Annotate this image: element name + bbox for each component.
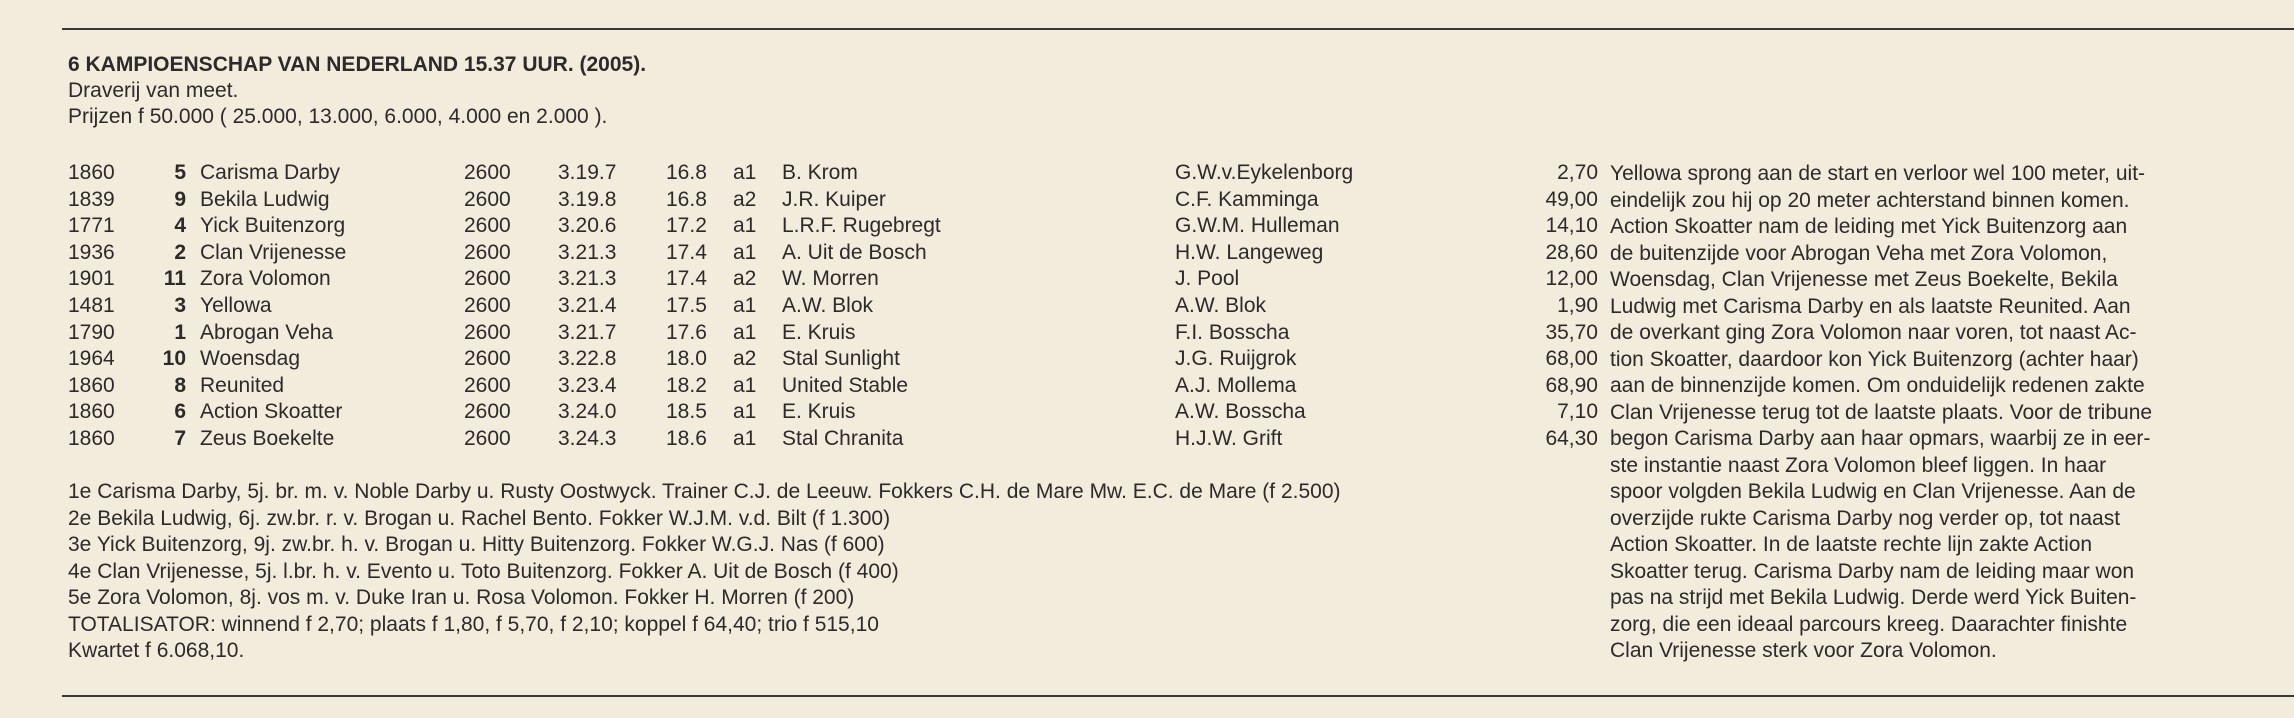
result-class: a1 — [733, 320, 757, 344]
detail-line: TOTALISATOR: winnend f 2,70; plaats f 1,80, f 5,70, f 2,10; koppel f 64,40; trio f 515,10 — [68, 612, 879, 636]
result-distance: 2600 — [464, 320, 511, 344]
result-distance: 2600 — [464, 426, 511, 450]
result-start-number: 4 — [174, 214, 186, 238]
report-line: Action Skoatter. In de laatste rechte lijn zakte Action — [1610, 533, 2093, 556]
report-line: eindelijk zou hij op 20 meter achterstand binnen komen. — [1610, 188, 2130, 212]
result-time: 3.21.3 — [558, 240, 617, 264]
report-line: Yellowa sprong aan de start en verloor wel 100 meter, uit- — [1610, 162, 2146, 185]
report-line: Clan Vrijenesse sterk voor Zora Volomon. — [1610, 639, 1997, 662]
result-row — [68, 320, 1598, 348]
result-horse-name: Zora Volomon — [200, 267, 331, 291]
results-table — [68, 161, 1598, 454]
result-handicap: 1860 — [68, 426, 115, 450]
result-class: a2 — [733, 187, 757, 211]
result-time: 3.22.8 — [558, 347, 617, 371]
result-time: 3.20.6 — [558, 214, 617, 238]
result-horse-name: Clan Vrijenesse — [200, 240, 347, 264]
result-odds: 12,00 — [1545, 267, 1598, 291]
result-odds: 68,90 — [1545, 373, 1598, 397]
result-odds: 1,90 — [1557, 293, 1598, 317]
report-line: Woensdag, Clan Vrijenesse met Zeus Boekelte, Bekila — [1610, 268, 2118, 291]
report-line: Clan Vrijenesse terug tot de laatste plaats. Voor de tribune — [1610, 400, 2153, 424]
result-driver: E. Kruis — [782, 400, 856, 424]
race-report — [1610, 161, 2250, 665]
result-odds: 7,10 — [1557, 400, 1598, 424]
result-horse-name: Carisma Darby — [200, 161, 341, 184]
report-line: zorg, die een ideaal parcours kreeg. Daarachter finishte — [1610, 612, 2128, 636]
report-line: de buitenzijde voor Abrogan Veha met Zora Volomon, — [1610, 241, 2108, 265]
result-handicap: 1860 — [68, 400, 115, 424]
result-horse-name: Yick Buitenzorg — [200, 214, 346, 238]
result-driver: W. Morren — [782, 267, 879, 291]
report-line: ste instantie naast Zora Volomon bleef liggen. In haar — [1610, 453, 2107, 477]
report-line: begon Carisma Darby aan haar opmars, waarbij ze in eer- — [1610, 427, 2151, 450]
result-start-number: 3 — [174, 293, 186, 317]
result-handicap: 1860 — [68, 373, 115, 397]
result-horse-name: Yellowa — [200, 293, 272, 317]
result-km-time: 17.4 — [666, 267, 707, 291]
report-line: spoor volgden Bekila Ludwig en Clan Vrijenesse. Aan de — [1610, 480, 2136, 503]
result-driver: J.R. Kuiper — [782, 187, 886, 211]
result-km-time: 18.6 — [666, 426, 707, 450]
result-distance: 2600 — [464, 214, 511, 238]
result-start-number: 10 — [162, 347, 186, 371]
result-handicap: 1901 — [68, 267, 115, 291]
result-handicap: 1839 — [68, 187, 115, 211]
result-start-number: 11 — [163, 267, 186, 291]
report-line: Action Skoatter nam de leiding met Yick Buitenzorg aan — [1610, 215, 2128, 238]
result-km-time: 18.2 — [666, 373, 707, 397]
result-driver: United Stable — [782, 373, 909, 397]
result-start-number: 7 — [174, 426, 186, 450]
result-row — [68, 426, 1598, 454]
result-start-number: 2 — [174, 240, 186, 264]
result-row — [68, 293, 1598, 321]
result-time: 3.23.4 — [558, 373, 617, 397]
result-odds: 28,60 — [1545, 240, 1598, 264]
result-time: 3.19.8 — [558, 187, 617, 211]
top-rule — [62, 28, 2294, 30]
result-class: a2 — [733, 347, 757, 371]
result-row — [68, 347, 1598, 374]
result-row — [68, 161, 1598, 188]
result-start-number: 6 — [174, 400, 186, 424]
detail-line: Kwartet f 6.068,10. — [68, 639, 245, 662]
detail-line: 3e Yick Buitenzorg, 9j. zw.br. h. v. Brogan u. Hitty Buitenzorg. Fokker W.G.J. Nas (f 600) — [68, 533, 885, 556]
result-distance: 2600 — [464, 400, 511, 424]
result-handicap: 1481 — [68, 293, 115, 317]
result-time: 3.24.3 — [558, 426, 617, 450]
result-km-time: 18.5 — [666, 400, 707, 424]
result-distance: 2600 — [464, 161, 511, 184]
result-owner: A.W. Bosscha — [1175, 400, 1306, 424]
result-distance: 2600 — [464, 373, 511, 397]
result-row — [68, 187, 1598, 215]
detail-line: 5e Zora Volomon, 8j. vos m. v. Duke Iran u. Rosa Volomon. Fokker H. Morren (f 200) — [68, 586, 855, 609]
result-distance: 2600 — [464, 347, 511, 371]
result-owner: G.W.M. Hulleman — [1175, 214, 1340, 238]
result-driver: Stal Sunlight — [782, 347, 900, 371]
result-horse-name: Bekila Ludwig — [200, 187, 330, 211]
result-time: 3.24.0 — [558, 400, 617, 424]
result-distance: 2600 — [464, 293, 511, 317]
result-owner: H.J.W. Grift — [1175, 426, 1283, 450]
result-odds: 2,70 — [1557, 161, 1598, 184]
result-row — [68, 240, 1598, 268]
detail-line: 4e Clan Vrijenesse, 5j. l.br. h. v. Evento u. Toto Buitenzorg. Fokker A. Uit de Bosch (f 400) — [68, 559, 899, 583]
result-horse-name: Reunited — [200, 373, 285, 397]
result-class: a1 — [733, 240, 757, 264]
result-start-number: 5 — [174, 161, 186, 184]
result-row — [68, 267, 1598, 294]
result-distance: 2600 — [464, 240, 511, 264]
race-title: 6 KAMPIOENSCHAP VAN NEDERLAND 15.37 UUR. (2005). — [68, 53, 647, 76]
result-class: a1 — [733, 214, 757, 238]
result-class: a1 — [733, 426, 757, 450]
result-owner: H.W. Langeweg — [1175, 240, 1324, 264]
result-owner: G.W.v.Eykelenborg — [1175, 161, 1354, 184]
result-odds: 64,30 — [1545, 426, 1598, 450]
result-owner: J.G. Ruijgrok — [1175, 347, 1297, 371]
result-driver: A.W. Blok — [782, 293, 874, 317]
result-owner: J. Pool — [1175, 267, 1240, 291]
result-handicap: 1860 — [68, 161, 115, 184]
result-odds: 35,70 — [1545, 320, 1598, 344]
result-start-number: 1 — [174, 320, 186, 344]
result-driver: A. Uit de Bosch — [782, 240, 927, 264]
result-class: a1 — [733, 373, 757, 397]
bottom-rule — [62, 695, 2294, 697]
result-class: a1 — [733, 293, 757, 317]
report-line: pas na strijd met Bekila Ludwig. Derde werd Yick Buiten- — [1610, 586, 2137, 609]
result-start-number: 9 — [174, 187, 186, 211]
result-km-time: 17.2 — [666, 214, 707, 238]
result-odds: 68,00 — [1545, 347, 1598, 371]
result-horse-name: Zeus Boekelte — [200, 426, 335, 450]
report-line: tion Skoatter, daardoor kon Yick Buitenzorg (achter haar) — [1610, 347, 2139, 371]
result-odds: 49,00 — [1545, 187, 1598, 211]
result-horse-name: Woensdag — [200, 347, 301, 371]
result-owner: A.J. Mollema — [1175, 373, 1297, 397]
report-line: Ludwig met Carisma Darby en als laatste Reunited. Aan — [1610, 294, 2131, 318]
detail-line: 2e Bekila Ludwig, 6j. zw.br. r. v. Brogan u. Rachel Bento. Fokker W.J.M. v.d. Bilt (f 1.300) — [68, 506, 891, 530]
result-class: a2 — [733, 267, 757, 291]
report-line: Skoatter terug. Carisma Darby nam de leiding maar won — [1610, 559, 2135, 583]
race-type: Draverij van meet. — [68, 79, 239, 102]
result-handicap: 1771 — [68, 214, 115, 238]
result-time: 3.19.7 — [558, 161, 617, 184]
result-driver: E. Kruis — [782, 320, 856, 344]
result-time: 3.21.4 — [558, 293, 617, 317]
result-handicap: 1936 — [68, 240, 115, 264]
result-class: a1 — [733, 161, 757, 184]
race-prizes: Prijzen f 50.000 ( 25.000, 13.000, 6.000, 4.000 en 2.000 ). — [68, 105, 608, 128]
result-distance: 2600 — [464, 267, 511, 291]
result-km-time: 16.8 — [666, 187, 707, 211]
result-owner: A.W. Blok — [1175, 293, 1267, 317]
result-driver: L.R.F. Rugebregt — [782, 214, 941, 238]
report-line: overzijde rukte Carisma Darby nog verder op, tot naast — [1610, 506, 2121, 530]
report-line: aan de binnenzijde komen. Om onduidelijk redenen zakte — [1610, 374, 2145, 397]
result-handicap: 1790 — [68, 320, 115, 344]
result-horse-name: Abrogan Veha — [200, 320, 334, 344]
winner-details — [68, 479, 1341, 665]
result-driver: Stal Chranita — [782, 426, 904, 450]
result-km-time: 17.4 — [666, 240, 707, 264]
result-start-number: 8 — [174, 373, 186, 397]
result-row — [68, 400, 1598, 427]
result-km-time: 17.6 — [666, 320, 707, 344]
result-owner: F.I. Bosscha — [1175, 320, 1290, 344]
result-km-time: 17.5 — [666, 293, 707, 317]
result-time: 3.21.3 — [558, 267, 617, 291]
result-row — [68, 373, 1598, 401]
result-distance: 2600 — [464, 187, 511, 211]
result-row — [68, 214, 1598, 241]
result-handicap: 1964 — [68, 347, 115, 371]
result-odds: 14,10 — [1545, 214, 1598, 238]
result-driver: B. Krom — [782, 161, 858, 184]
result-owner: C.F. Kamminga — [1175, 187, 1319, 211]
result-time: 3.21.7 — [558, 320, 617, 344]
result-horse-name: Action Skoatter — [200, 400, 343, 424]
result-class: a1 — [733, 400, 757, 424]
report-line: de overkant ging Zora Volomon naar voren, tot naast Ac- — [1610, 321, 2137, 344]
result-km-time: 16.8 — [666, 161, 707, 184]
detail-line: 1e Carisma Darby, 5j. br. m. v. Noble Darby u. Rusty Oostwyck. Trainer C.J. de Leeuw. Fokkers C.H. de Mare Mw. E.C. de Mare (f 2.500) — [68, 480, 1341, 503]
result-km-time: 18.0 — [666, 347, 707, 371]
